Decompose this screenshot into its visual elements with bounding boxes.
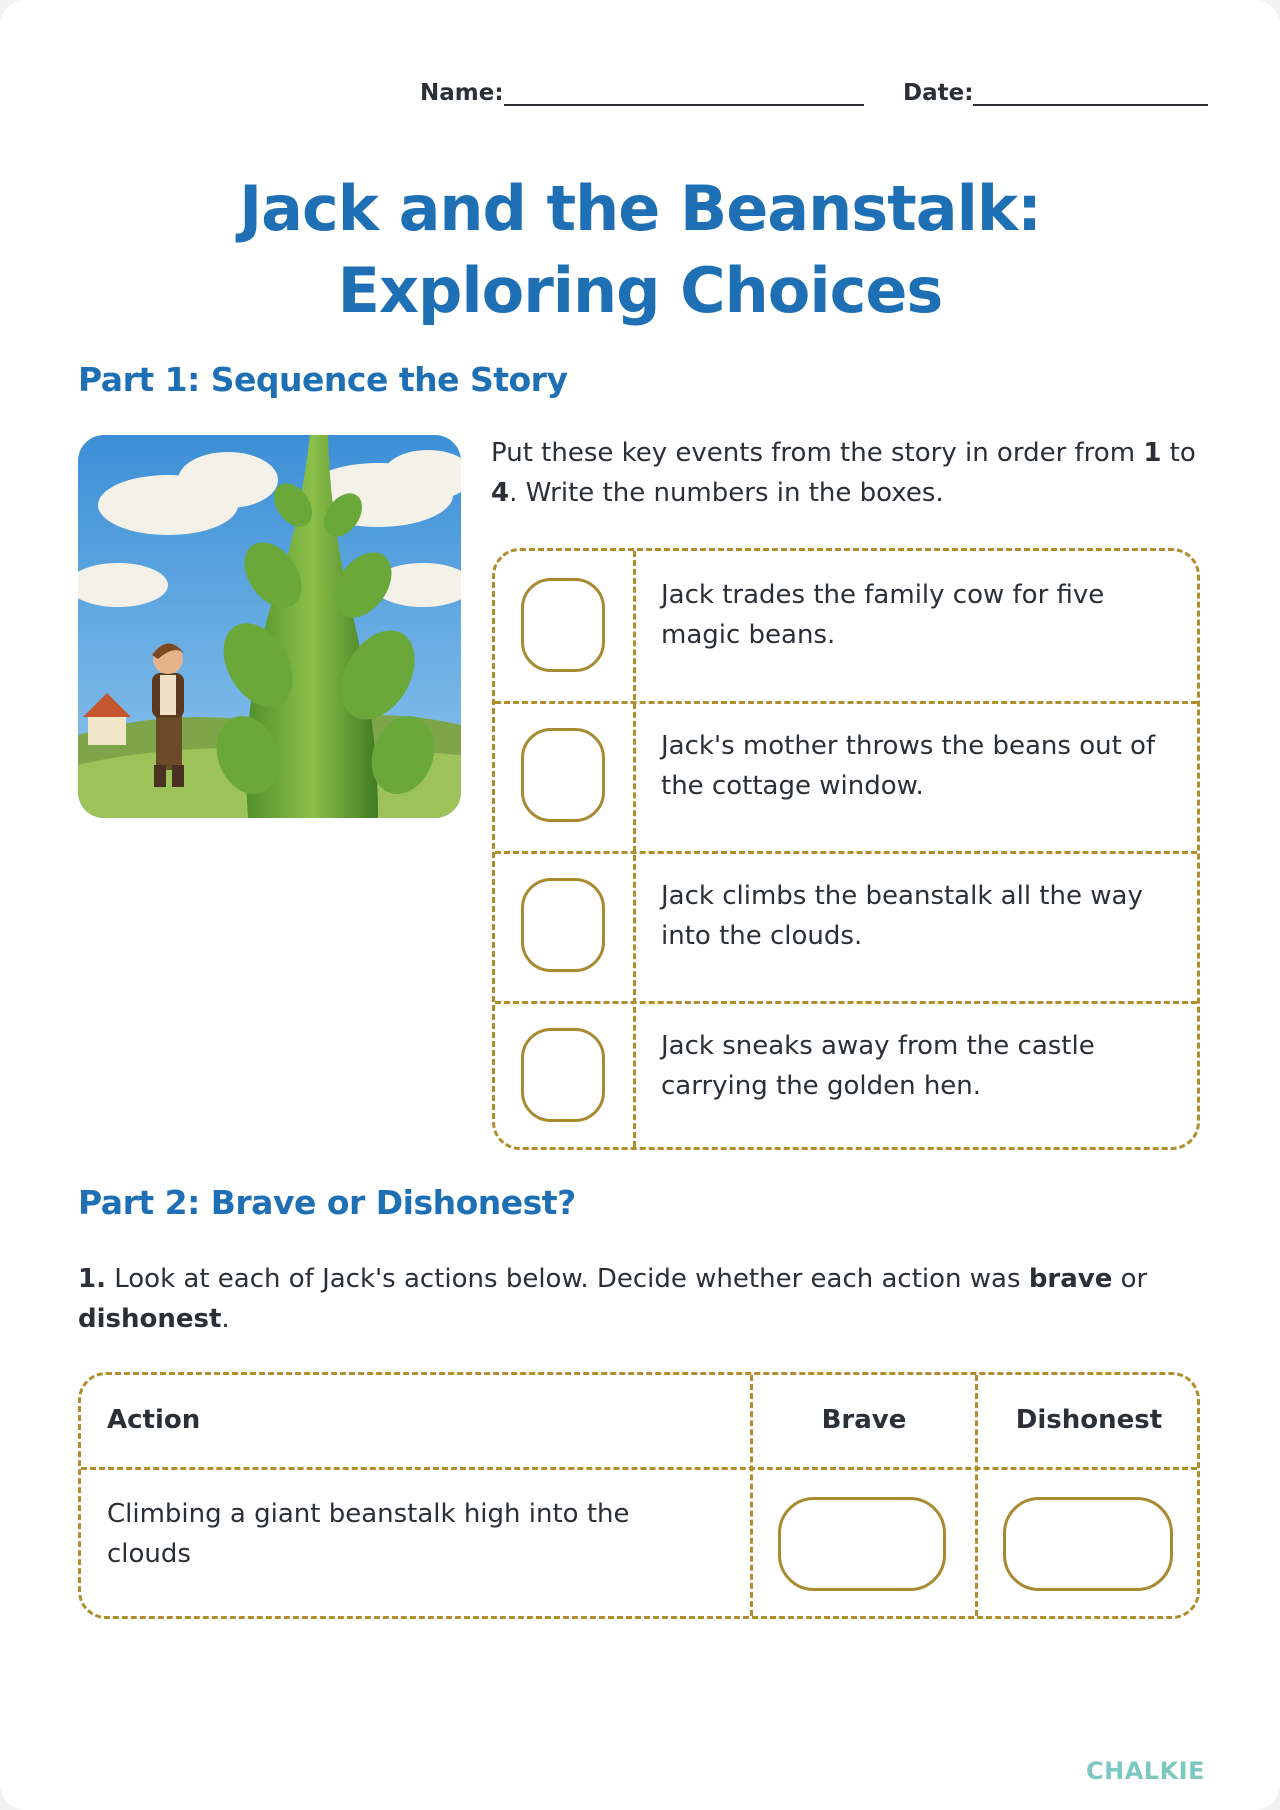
date-label: Date: xyxy=(903,80,974,106)
sequence-number-box[interactable] xyxy=(521,728,605,822)
sequence-event-text: Jack climbs the beanstalk all the way into the clouds. xyxy=(661,881,1143,951)
header-action: Action xyxy=(107,1405,201,1435)
sequence-number-box[interactable] xyxy=(521,878,605,972)
sequence-row xyxy=(495,851,1197,1004)
beanstalk-illustration xyxy=(78,435,461,818)
sequence-row xyxy=(495,1001,1197,1154)
dishonest-answer-box[interactable] xyxy=(1003,1497,1173,1591)
page-title: Jack and the Beanstalk: Exploring Choices xyxy=(239,172,1041,327)
action-row-text: Climbing a giant beanstalk high into the clouds xyxy=(107,1499,630,1569)
sequence-number-box[interactable] xyxy=(521,578,605,672)
header-divider xyxy=(81,1467,1197,1470)
name-line[interactable] xyxy=(504,78,864,106)
sequence-event-text: Jack's mother throws the beans out of the cottage window. xyxy=(661,731,1156,801)
actions-table xyxy=(78,1372,1200,1619)
date-line[interactable] xyxy=(973,78,1208,106)
part2-heading: Part 2: Brave or Dishonest? xyxy=(78,1183,576,1222)
question-keyword-brave: brave xyxy=(1028,1264,1113,1294)
sequence-number-box[interactable] xyxy=(521,1028,605,1122)
instruction-end-number: 4 xyxy=(491,478,510,508)
question-number: 1. xyxy=(78,1264,106,1294)
name-label: Name: xyxy=(420,80,504,106)
instruction-start-number: 1 xyxy=(1143,438,1162,468)
sequence-table xyxy=(492,548,1200,1150)
name-field[interactable] xyxy=(420,78,864,106)
sequence-row xyxy=(495,551,1197,701)
sequence-event-text: Jack sneaks away from the castle carrying the golden hen. xyxy=(661,1031,1095,1101)
instruction-text-e: . Write the numbers in the boxes. xyxy=(509,478,944,508)
instruction-text-c: to xyxy=(1161,438,1196,468)
header-brave: Brave xyxy=(821,1405,907,1435)
question-keyword-dishonest: dishonest xyxy=(78,1304,222,1334)
brave-answer-box[interactable] xyxy=(778,1497,946,1591)
part1-instruction xyxy=(491,433,1201,513)
sequence-row xyxy=(495,701,1197,854)
part2-question xyxy=(78,1259,1208,1339)
question-text-b: or xyxy=(1112,1264,1148,1294)
header-dishonest: Dishonest xyxy=(1015,1405,1163,1435)
sequence-event-text: Jack trades the family cow for five magic beans. xyxy=(661,580,1105,650)
instruction-text-a: Put these key events from the story in order from xyxy=(491,438,1144,468)
question-text-c: . xyxy=(221,1304,230,1334)
chalkie-logo: CHALKIE xyxy=(1086,1757,1205,1785)
part1-heading: Part 1: Sequence the Story xyxy=(78,360,568,399)
question-text-a: Look at each of Jack's actions below. Decide whether each action was xyxy=(105,1264,1029,1294)
beanstalk-image xyxy=(78,435,461,818)
date-field[interactable] xyxy=(903,78,1208,106)
